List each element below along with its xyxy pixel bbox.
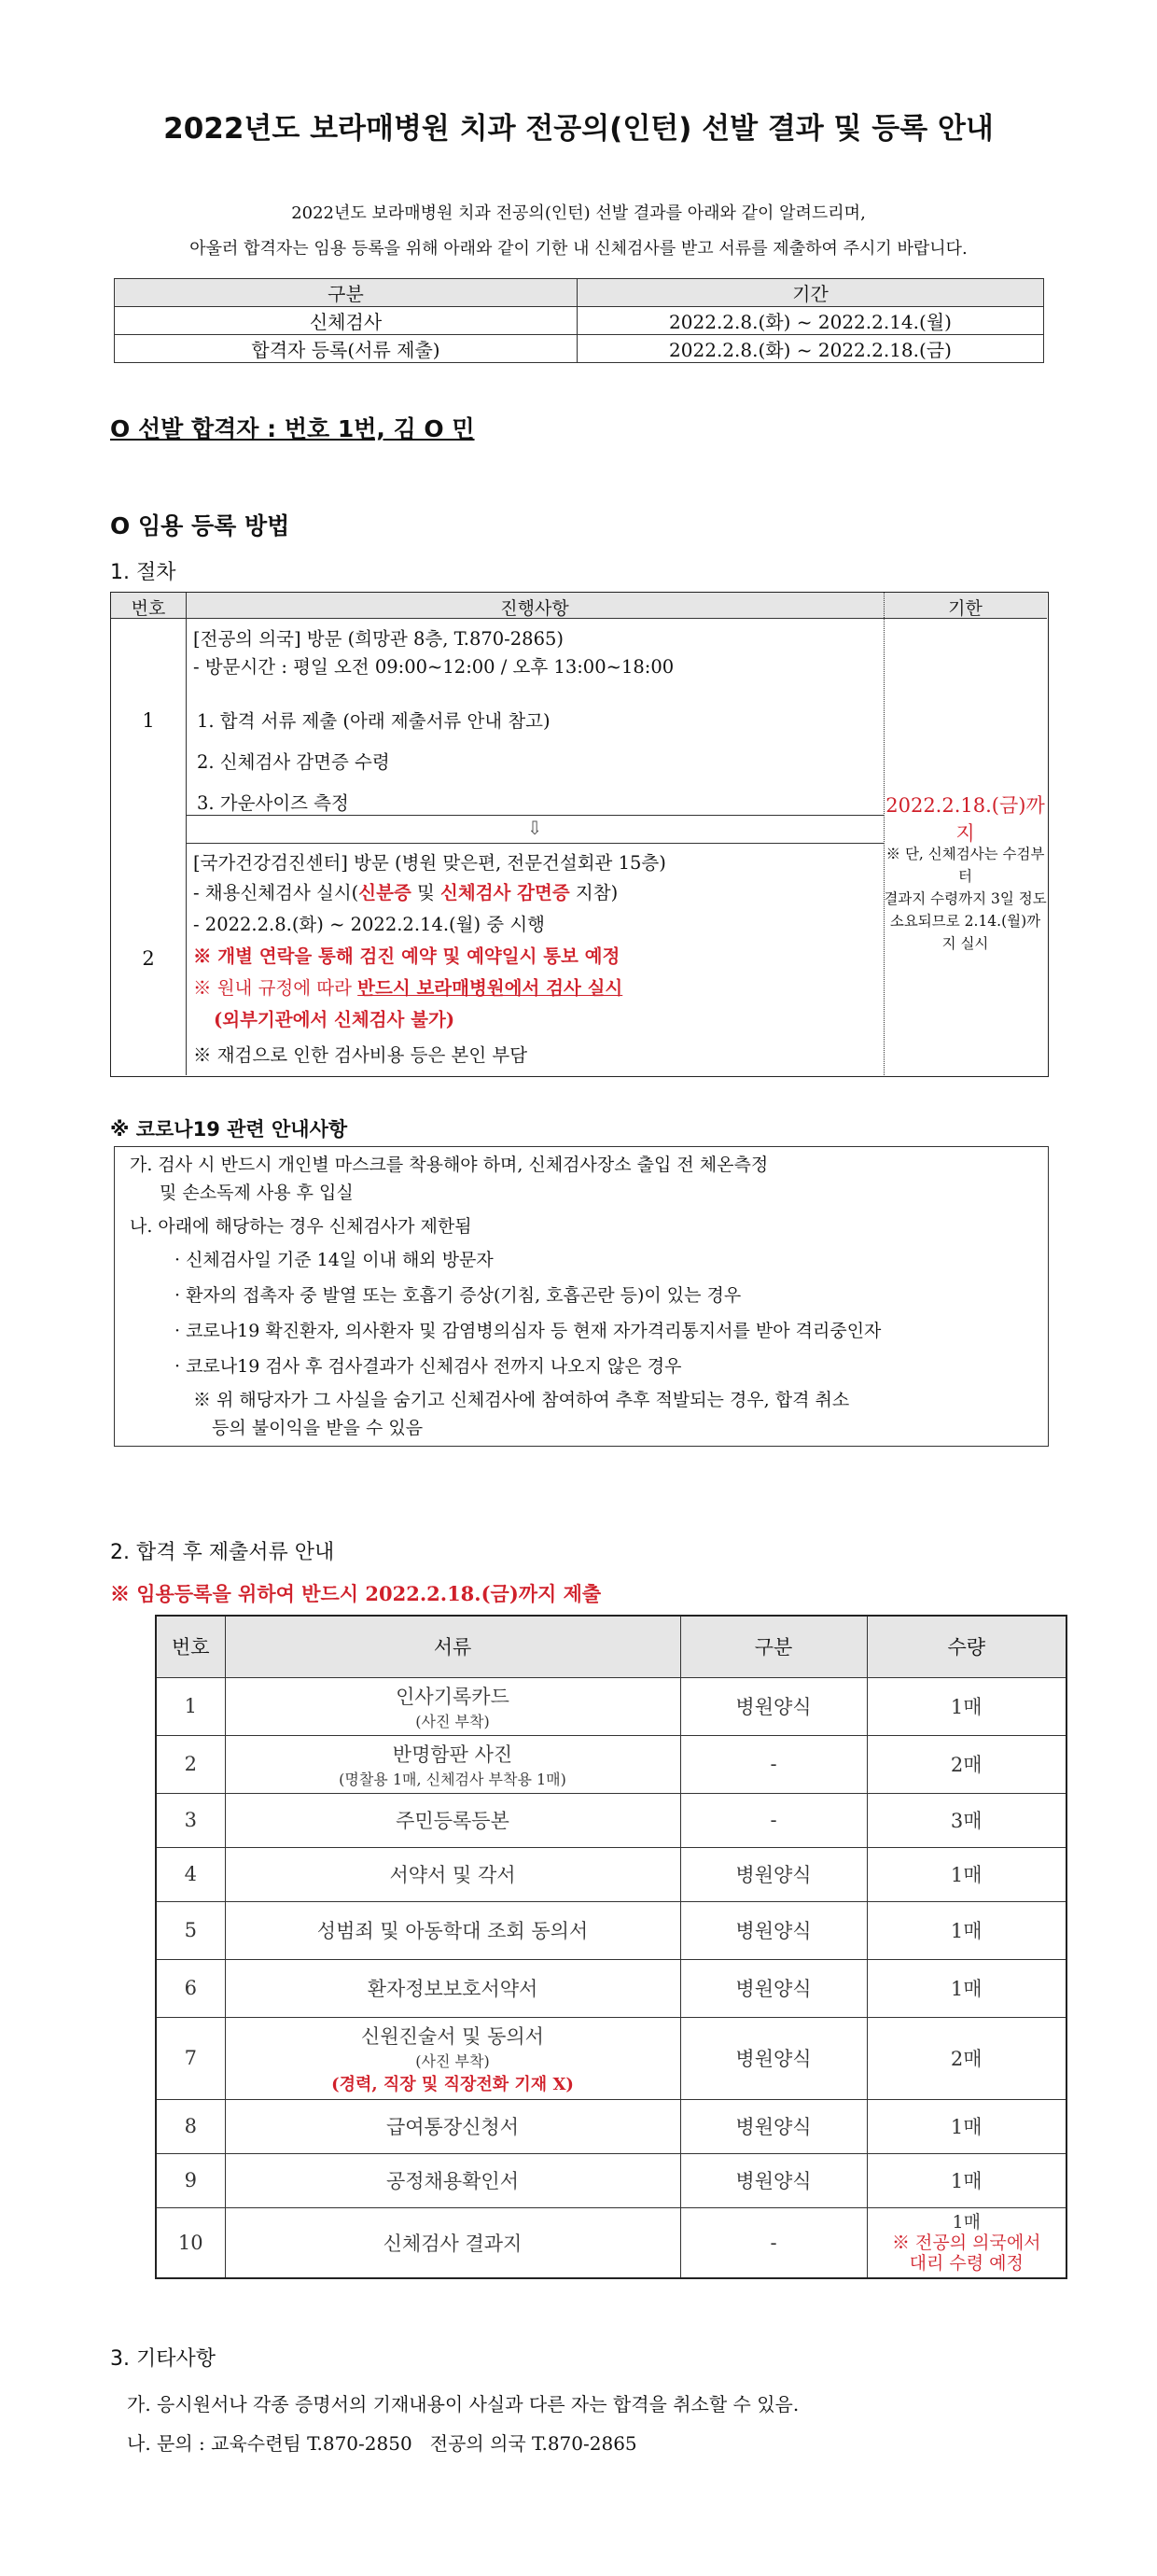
table-row bbox=[156, 1847, 1066, 1901]
doc-sub: (사진 부착) bbox=[415, 2051, 490, 2070]
table-row bbox=[156, 1735, 1066, 1793]
page-title: 2022년도 보라매병원 치과 전공의(인턴) 선발 결과 및 등록 안내 bbox=[163, 112, 994, 146]
step-1-number: 1 bbox=[142, 709, 155, 732]
doc-name: 급여통장신청서 bbox=[225, 2099, 680, 2153]
intro-line-1: 2022년도 보라매병원 치과 전공의(인턴) 선발 결과를 아래와 같이 알려드리며, bbox=[291, 203, 866, 223]
table-row bbox=[115, 307, 1044, 335]
covid-heading: ※ 코로나19 관련 안내사항 bbox=[110, 1118, 348, 1141]
docs-header-no: 번호 bbox=[156, 1616, 225, 1677]
doc-name: 신체검사 결과지 bbox=[225, 2207, 680, 2278]
text-span: 지참) bbox=[569, 882, 619, 903]
doc-name: 성범죄 및 아동학대 조회 동의서 bbox=[225, 1901, 680, 1959]
period-cell: 2022.2.8.(화) ~ 2022.2.14.(월) bbox=[578, 307, 1044, 335]
doc-no: 10 bbox=[156, 2207, 225, 2278]
doc-type: - bbox=[680, 1793, 867, 1847]
doc-qty-note: ※ 전공의 의국에서 bbox=[891, 2232, 1041, 2253]
period-header-period: 기간 bbox=[578, 279, 1044, 307]
doc-name-cell bbox=[225, 2017, 680, 2099]
doc-name: 반명함판 사진 bbox=[392, 1743, 513, 1766]
doc-qty: 2매 bbox=[867, 1735, 1066, 1793]
text-span: 반드시 보라매병원에서 검사 실시 bbox=[357, 977, 623, 999]
proc-header-no: 번호 bbox=[131, 598, 166, 619]
selected-candidate: O 선발 합격자 : 번호 1번, 김 O 민 bbox=[110, 415, 475, 442]
doc-qty: 1매 bbox=[867, 1677, 1066, 1735]
doc-qty: 1매 bbox=[867, 2099, 1066, 2153]
step-2-line: (외부기관에서 신체검사 불가) bbox=[214, 1009, 455, 1030]
step-2-number: 2 bbox=[142, 947, 155, 970]
doc-redsub: (경력, 직장 및 직장전화 기재 X) bbox=[331, 2074, 574, 2094]
docs-header-qty: 수량 bbox=[867, 1616, 1066, 1677]
doc-no: 3 bbox=[156, 1793, 225, 1847]
doc-no: 5 bbox=[156, 1901, 225, 1959]
doc-type: 병원양식 bbox=[680, 1847, 867, 1901]
docs-header-type: 구분 bbox=[680, 1616, 867, 1677]
covid-line: ※ 위 해당자가 그 사실을 숨기고 신체검사에 참여하여 추후 적발되는 경우, 합격 취소 bbox=[193, 1390, 850, 1410]
arrow-down-icon: ⇩ bbox=[526, 817, 543, 839]
doc-type: - bbox=[680, 2207, 867, 2278]
documents-notice: ※ 임용등록을 위하여 반드시 2022.2.18.(금)까지 제출 bbox=[110, 1582, 602, 1605]
documents-table bbox=[155, 1615, 1067, 2279]
table-row bbox=[115, 335, 1044, 363]
period-cell: 합격자 등록(서류 제출) bbox=[115, 335, 578, 363]
step-1-line: 1. 합격 서류 제출 (아래 제출서류 안내 참고) bbox=[197, 710, 551, 732]
text-span: 신분증 bbox=[358, 882, 411, 903]
deadline-note-line: 결과지 수령까지 3일 정도 bbox=[884, 890, 1047, 907]
doc-name: 환자정보보호서약서 bbox=[225, 1959, 680, 2017]
covid-line: · 코로나19 검사 후 검사결과가 신체검사 전까지 나오지 않은 경우 bbox=[174, 1356, 682, 1377]
period-header-category: 구분 bbox=[115, 279, 578, 307]
step-1-line: - 방문시간 : 평일 오전 09:00~12:00 / 오후 13:00~18:00 bbox=[193, 656, 675, 678]
proc-header-deadline: 기한 bbox=[948, 598, 983, 619]
doc-name: 신원진술서 및 동의서 bbox=[361, 2024, 544, 2048]
period-cell: 신체검사 bbox=[115, 307, 578, 335]
etc-line: 나. 문의 : 교육수련팀 T.870-2850 전공의 의국 T.870-2865 bbox=[127, 2432, 637, 2455]
deadline-note-line: ※ 단, 신체검사는 수검부터 bbox=[885, 846, 1045, 885]
table-row bbox=[156, 1793, 1066, 1847]
text-span: ※ 원내 규정에 따라 bbox=[193, 977, 358, 999]
table-row bbox=[156, 2153, 1066, 2207]
doc-qty: 2매 bbox=[867, 2017, 1066, 2099]
doc-qty: 1매 bbox=[952, 2211, 981, 2233]
deadline-note-line: 소요되므로 2.14.(월)까지 실시 bbox=[889, 913, 1041, 952]
doc-sub: (명찰용 1매, 신체검사 부착용 1매) bbox=[339, 1770, 566, 1788]
doc-sub: (사진 부착) bbox=[415, 1712, 490, 1730]
covid-line: 및 손소독제 사용 후 입실 bbox=[160, 1183, 354, 1203]
doc-no: 6 bbox=[156, 1959, 225, 2017]
text-span: - 채용신체검사 실시( bbox=[193, 882, 359, 903]
covid-line: 가. 검사 시 반드시 개인별 마스크를 착용해야 하며, 신체검사장소 출입 전 체온측정 bbox=[130, 1155, 769, 1175]
table-row bbox=[156, 2099, 1066, 2153]
covid-line: 등의 불이익을 받을 수 있음 bbox=[212, 1418, 424, 1438]
doc-name: 인사기록카드 bbox=[396, 1685, 509, 1708]
doc-type: 병원양식 bbox=[680, 2153, 867, 2207]
step-1-line: 2. 신체검사 감면증 수령 bbox=[197, 751, 390, 773]
documents-heading: 2. 합격 후 제출서류 안내 bbox=[110, 1541, 335, 1564]
covid-line: · 환자의 접촉자 중 발열 또는 호흡기 증상(기침, 호흡곤란 등)이 있는 경우 bbox=[174, 1285, 742, 1306]
deadline-value: 2022.2.18.(금)까지 bbox=[885, 794, 1045, 845]
table-row bbox=[156, 1677, 1066, 1735]
doc-type: 병원양식 bbox=[680, 1677, 867, 1735]
step-2-line: ※ 개별 연락을 통해 검진 예약 및 예약일시 통보 예정 bbox=[193, 945, 620, 967]
doc-no: 7 bbox=[156, 2017, 225, 2099]
doc-name: 서약서 및 각서 bbox=[225, 1847, 680, 1901]
text-span: 및 bbox=[411, 882, 441, 903]
step-2-line-2 bbox=[193, 878, 618, 904]
step-2-line: [국가건강검진센터] 방문 (병원 맞은편, 전문건설회관 15층) bbox=[193, 852, 666, 874]
doc-qty: 1매 bbox=[867, 1847, 1066, 1901]
step-2-line-5 bbox=[193, 973, 622, 1000]
doc-name: 주민등록등본 bbox=[225, 1793, 680, 1847]
period-cell: 2022.2.8.(화) ~ 2022.2.18.(금) bbox=[578, 335, 1044, 363]
doc-qty: 3매 bbox=[867, 1793, 1066, 1847]
covid-notice-box bbox=[114, 1146, 1049, 1447]
etc-heading: 3. 기타사항 bbox=[110, 2347, 216, 2371]
procedure-heading: 1. 절차 bbox=[110, 561, 176, 584]
step-2-line: ※ 재검으로 인한 검사비용 등은 본인 부담 bbox=[193, 1044, 528, 1066]
doc-type: 병원양식 bbox=[680, 1901, 867, 1959]
doc-qty-cell bbox=[867, 2207, 1066, 2278]
covid-line: · 코로나19 확진환자, 의사환자 및 감염병의심자 등 현재 자가격리통지서를 받아 격리중인자 bbox=[174, 1321, 882, 1341]
doc-qty: 1매 bbox=[867, 1901, 1066, 1959]
step-1-line: [전공의 의국] 방문 (희망관 8층, T.870-2865) bbox=[193, 628, 565, 650]
doc-no: 9 bbox=[156, 2153, 225, 2207]
doc-name-cell bbox=[225, 1735, 680, 1793]
doc-no: 2 bbox=[156, 1735, 225, 1793]
proc-header-content: 진행사항 bbox=[500, 598, 569, 619]
step-2-line: - 2022.2.8.(화) ~ 2022.2.14.(월) 중 시행 bbox=[193, 914, 546, 935]
procedure-table bbox=[110, 592, 1049, 1077]
table-row bbox=[156, 2017, 1066, 2099]
doc-no: 4 bbox=[156, 1847, 225, 1901]
doc-type: - bbox=[680, 1735, 867, 1793]
deadline-note bbox=[884, 843, 1047, 955]
doc-qty-note: 대리 수령 예정 bbox=[909, 2252, 1024, 2274]
doc-name-cell bbox=[225, 1677, 680, 1735]
doc-qty: 1매 bbox=[867, 2153, 1066, 2207]
doc-no: 8 bbox=[156, 2099, 225, 2153]
table-row bbox=[156, 1901, 1066, 1959]
doc-qty: 1매 bbox=[867, 1959, 1066, 2017]
step-1-line: 3. 가운사이즈 측정 bbox=[197, 792, 349, 814]
doc-type: 병원양식 bbox=[680, 2099, 867, 2153]
covid-line: · 신체검사일 기준 14일 이내 해외 방문자 bbox=[174, 1250, 494, 1270]
text-span: 신체검사 감면증 bbox=[440, 882, 570, 903]
covid-line: 나. 아래에 해당하는 경우 신체검사가 제한됨 bbox=[130, 1216, 472, 1237]
etc-line: 가. 응시원서나 각종 증명서의 기재내용이 사실과 다른 자는 합격을 취소할 수 있음. bbox=[127, 2393, 800, 2415]
table-row bbox=[156, 2207, 1066, 2278]
doc-type: 병원양식 bbox=[680, 1959, 867, 2017]
registration-heading: O 임용 등록 방법 bbox=[110, 512, 290, 539]
intro-line-2: 아울러 합격자는 임용 등록을 위해 아래와 같이 기한 내 신체검사를 받고 서류를 제출하여 주시기 바랍니다. bbox=[189, 239, 968, 259]
doc-no: 1 bbox=[156, 1677, 225, 1735]
period-table bbox=[114, 278, 1044, 363]
doc-type: 병원양식 bbox=[680, 2017, 867, 2099]
doc-name: 공정채용확인서 bbox=[225, 2153, 680, 2207]
docs-header-name: 서류 bbox=[225, 1616, 680, 1677]
table-row bbox=[156, 1959, 1066, 2017]
